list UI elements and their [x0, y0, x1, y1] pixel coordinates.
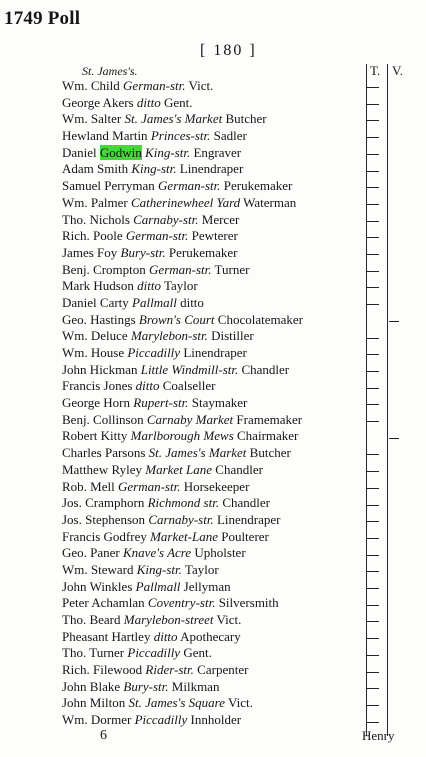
voter-name: Charles Parsons [62, 445, 146, 461]
voter-entry [62, 328, 362, 345]
voter-address: Bury-str. [123, 678, 169, 694]
voter-address: ditto [137, 278, 161, 294]
voter-name: John Hickman [62, 361, 138, 377]
voter-occupation: Gent. [183, 645, 212, 661]
catchword: Henry [362, 728, 395, 743]
voter-address: Little Windmill-str. [140, 361, 239, 377]
voter-address: Piccadilly [134, 712, 188, 728]
voter-occupation: Vict. [188, 78, 214, 93]
voter-address: Richmond str. [147, 495, 220, 511]
voter-name: Wm. Deluce [62, 328, 128, 344]
voter-entry [62, 695, 362, 712]
vote-mark-t [367, 538, 379, 539]
voter-entry [62, 562, 362, 579]
vote-mark-t [367, 271, 379, 272]
vote-mark-t [367, 688, 379, 689]
column-rule-v [387, 64, 388, 736]
voter-entry [62, 679, 362, 696]
voter-entry [62, 462, 362, 479]
voter-address: Marylebon-str. [130, 328, 208, 344]
vote-mark-t [367, 571, 379, 572]
voter-name: Hewland Martin [62, 128, 148, 144]
voter-address: Pallmall [132, 294, 177, 310]
vote-mark-t [367, 521, 379, 522]
voter-name: Daniel Godwin [62, 144, 142, 160]
voter-occupation: Linendraper [183, 345, 247, 360]
voter-entry [62, 595, 362, 612]
voter-name: Peter Achamlan [62, 595, 145, 611]
voter-address: German-str. [117, 478, 181, 494]
vote-mark-t [367, 354, 379, 355]
vote-mark-t [367, 171, 379, 172]
vote-mark-t [367, 588, 379, 589]
vote-mark-t [367, 104, 379, 105]
voter-entry [62, 78, 362, 95]
voter-occupation: Taylor [163, 278, 198, 294]
vote-mark-t [367, 304, 379, 305]
voter-name: Daniel Carty [62, 294, 129, 310]
voter-entry [62, 312, 362, 329]
voter-address: Marlborough Mews [130, 428, 234, 444]
voter-occupation: Vict. [228, 695, 253, 711]
voter-entry [62, 262, 362, 279]
voter-address: German-str. [149, 261, 212, 277]
vote-mark-t [367, 421, 379, 422]
voter-address: St. James's Square [128, 695, 226, 711]
voter-occupation: Pewterer [191, 228, 238, 244]
highlighted-surname: Godwin [99, 144, 142, 160]
voter-name: Geo. Paner [62, 545, 120, 561]
vote-mark-t [367, 471, 379, 472]
column-rule-t [366, 64, 367, 736]
voter-name: Tho. Beard [62, 612, 121, 627]
voter-address: ditto [136, 94, 161, 110]
voter-address: ditto [153, 628, 178, 644]
voter-address: Rider-str. [145, 662, 194, 678]
voter-name: John Milton [62, 695, 126, 711]
voter-address: King-str. [136, 561, 182, 577]
voter-name: John Winkles [62, 578, 133, 594]
voter-occupation: Milkman [171, 678, 220, 694]
voter-occupation: ditto [180, 294, 204, 310]
voter-entry [62, 412, 362, 429]
voter-entry [62, 295, 362, 312]
voter-address: Market Lane [145, 461, 213, 477]
voter-name: Tho. Turner [62, 645, 125, 661]
voter-address: Catherinewheel Yard [130, 194, 241, 210]
page-number: [ 180 ] [200, 42, 257, 59]
vote-mark-t [367, 204, 379, 205]
voter-entry [62, 245, 362, 262]
voter-entry [62, 278, 362, 295]
voter-occupation: Linendraper [179, 161, 244, 177]
voter-occupation: Linendraper [216, 511, 281, 527]
voter-entry [62, 545, 362, 562]
voter-entry [62, 95, 362, 112]
vote-mark-t [367, 338, 379, 339]
voter-entry [62, 662, 362, 679]
voter-entry [62, 178, 362, 195]
voter-entry [62, 612, 362, 629]
parish-heading: St. James's. [82, 64, 138, 78]
voter-occupation: Coalseller [162, 378, 216, 394]
voter-address: Princes-str. [150, 128, 211, 144]
voter-address: King-str. [145, 144, 191, 160]
voter-entry [62, 378, 362, 395]
voter-name: Rich. Poole [62, 228, 123, 244]
voter-entry [62, 495, 362, 512]
voter-address: Bury-str. [120, 244, 166, 260]
voter-address: Rupert-str. [133, 395, 189, 411]
voter-occupation: Taylor [184, 561, 219, 577]
vote-mark-t [367, 404, 379, 405]
voter-name: Jos. Stephenson [62, 511, 146, 527]
voter-name: Wm. House [62, 345, 125, 360]
voter-entry [62, 712, 362, 729]
voter-occupation: Chandler [241, 361, 290, 377]
voter-address: Pallmall [135, 578, 181, 594]
voter-entry [62, 479, 362, 496]
voter-entry [62, 579, 362, 596]
vote-mark-t [367, 722, 379, 723]
voter-entry [62, 111, 362, 128]
voter-address: Knave's Acre [123, 545, 192, 561]
voter-name: Samuel Perryman [62, 178, 155, 194]
voter-address: St. James's Market [148, 445, 247, 461]
voter-occupation: Perukemaker [168, 244, 238, 260]
vote-mark-t [367, 371, 379, 372]
vote-mark-t [367, 555, 379, 556]
voter-occupation: Turner [214, 261, 250, 277]
voter-name: Robert Kitty [62, 428, 128, 444]
voter-entry [62, 445, 362, 462]
vote-mark-t [367, 705, 379, 706]
voter-name: Wm. Child [62, 78, 120, 93]
vote-mark-t [367, 605, 379, 606]
vote-mark-v [389, 321, 399, 322]
voter-address: German-str. [123, 78, 186, 93]
vote-mark-v [389, 438, 399, 439]
voter-name: James Foy [62, 244, 118, 260]
voter-occupation: Engraver [193, 144, 242, 160]
column-header-v: V. [392, 63, 403, 78]
voter-name: Benj. Collinson [62, 411, 144, 427]
vote-mark-t [367, 154, 379, 155]
page-heading: 1749 Poll [4, 8, 81, 29]
voter-occupation: Butcher [225, 111, 267, 127]
voter-occupation: Jellyman [183, 578, 231, 594]
voter-name: Francis Jones [62, 378, 133, 394]
vote-mark-t [367, 237, 379, 238]
vote-mark-t [367, 187, 379, 188]
vote-mark-t [367, 87, 379, 88]
vote-mark-t [367, 454, 379, 455]
voter-name: Tho. Nichols [62, 211, 130, 227]
voter-occupation: Butcher [249, 445, 291, 461]
voter-occupation: Sadler [213, 128, 247, 144]
voter-occupation: Chocolatemaker [217, 311, 303, 327]
voter-occupation: Carpenter [197, 662, 249, 678]
voter-address: St. James's Market [124, 111, 223, 127]
voter-name: Rob. Mell [62, 478, 115, 494]
vote-mark-t [367, 120, 379, 121]
voter-name: Mark Hudson [62, 278, 134, 294]
voter-name: Matthew Ryley [62, 461, 142, 477]
voter-address: German-str. [125, 228, 189, 244]
voter-address: King-str. [131, 161, 177, 177]
voter-occupation: Gent. [163, 94, 193, 110]
vote-mark-t [367, 254, 379, 255]
voter-name: John Blake [62, 678, 121, 694]
voter-address: Marylebon-street [123, 612, 214, 627]
voter-address: Coventry-str. [147, 595, 216, 611]
column-header-t: T. [370, 63, 381, 78]
voter-entry [62, 128, 362, 145]
voter-occupation: Perukemaker [223, 178, 293, 194]
voter-address: Carnaby-str. [148, 511, 214, 527]
vote-mark-t [367, 638, 379, 639]
voter-occupation: Mercer [201, 211, 240, 227]
voter-occupation: Chairmaker [237, 428, 299, 444]
voter-occupation: Staymaker [191, 395, 248, 411]
voter-occupation: Chandler [215, 461, 263, 477]
vote-mark-t [367, 287, 379, 288]
voter-name: Adam Smith [62, 161, 129, 177]
vote-mark-t [367, 221, 379, 222]
voter-name: Geo. Hastings [62, 311, 136, 327]
voter-address: ditto [135, 378, 160, 394]
voter-entry [62, 645, 362, 662]
vote-mark-t [367, 488, 379, 489]
voter-entry [62, 212, 362, 229]
voter-address: Piccadilly [127, 645, 181, 661]
voter-entry [62, 512, 362, 529]
voter-list [62, 78, 362, 729]
voter-name: Wm. Salter [62, 111, 122, 127]
voter-name: George Akers [62, 94, 134, 110]
voter-occupation: Waterman [243, 194, 297, 210]
voter-occupation: Silversmith [218, 595, 279, 611]
voter-occupation: Poulterer [221, 528, 269, 544]
voter-entry [62, 345, 362, 362]
voter-entry [62, 145, 362, 162]
voter-address: Carnaby Market [146, 411, 234, 427]
voter-entry [62, 228, 362, 245]
vote-mark-t [367, 137, 379, 138]
voter-occupation: Innholder [190, 712, 242, 728]
voter-occupation: Chandler [222, 495, 270, 511]
voter-entry [62, 529, 362, 546]
voter-entry [62, 629, 362, 646]
voter-address: German-str. [158, 178, 221, 194]
voter-name: George Horn [62, 395, 130, 411]
voter-occupation: Apothecary [180, 628, 241, 644]
voter-entry [62, 362, 362, 379]
voter-occupation: Framemaker [236, 411, 303, 427]
voter-entry [62, 161, 362, 178]
voter-name: Jos. Cramphorn [62, 495, 145, 511]
voter-name: Wm. Dormer [62, 712, 132, 728]
vote-mark-t [367, 388, 379, 389]
voter-occupation: Vict. [216, 612, 242, 627]
voter-address: Market-Lane [150, 528, 218, 544]
voter-address: Brown's Court [138, 311, 215, 327]
vote-mark-t [367, 655, 379, 656]
signature-mark: 6 [100, 728, 107, 743]
voter-name: Wm. Steward [62, 561, 134, 577]
voter-entry [62, 428, 362, 445]
voter-entry [62, 395, 362, 412]
voter-occupation: Distiller [211, 328, 254, 344]
voter-occupation: Horsekeeper [183, 478, 250, 494]
voter-name: Pheasant Hartley [62, 628, 151, 644]
voter-address: Carnaby-str. [133, 211, 199, 227]
vote-mark-t [367, 672, 379, 673]
vote-mark-t [367, 621, 379, 622]
voter-occupation: Upholster [194, 545, 246, 561]
vote-mark-t [367, 505, 379, 506]
voter-name: Francis Godfrey [62, 528, 147, 544]
voter-name: Wm. Palmer [62, 194, 128, 210]
voter-entry [62, 195, 362, 212]
voter-name: Benj. Crompton [62, 261, 146, 277]
voter-name: Rich. Filewood [62, 662, 143, 678]
voter-address: Piccadilly [127, 345, 181, 360]
